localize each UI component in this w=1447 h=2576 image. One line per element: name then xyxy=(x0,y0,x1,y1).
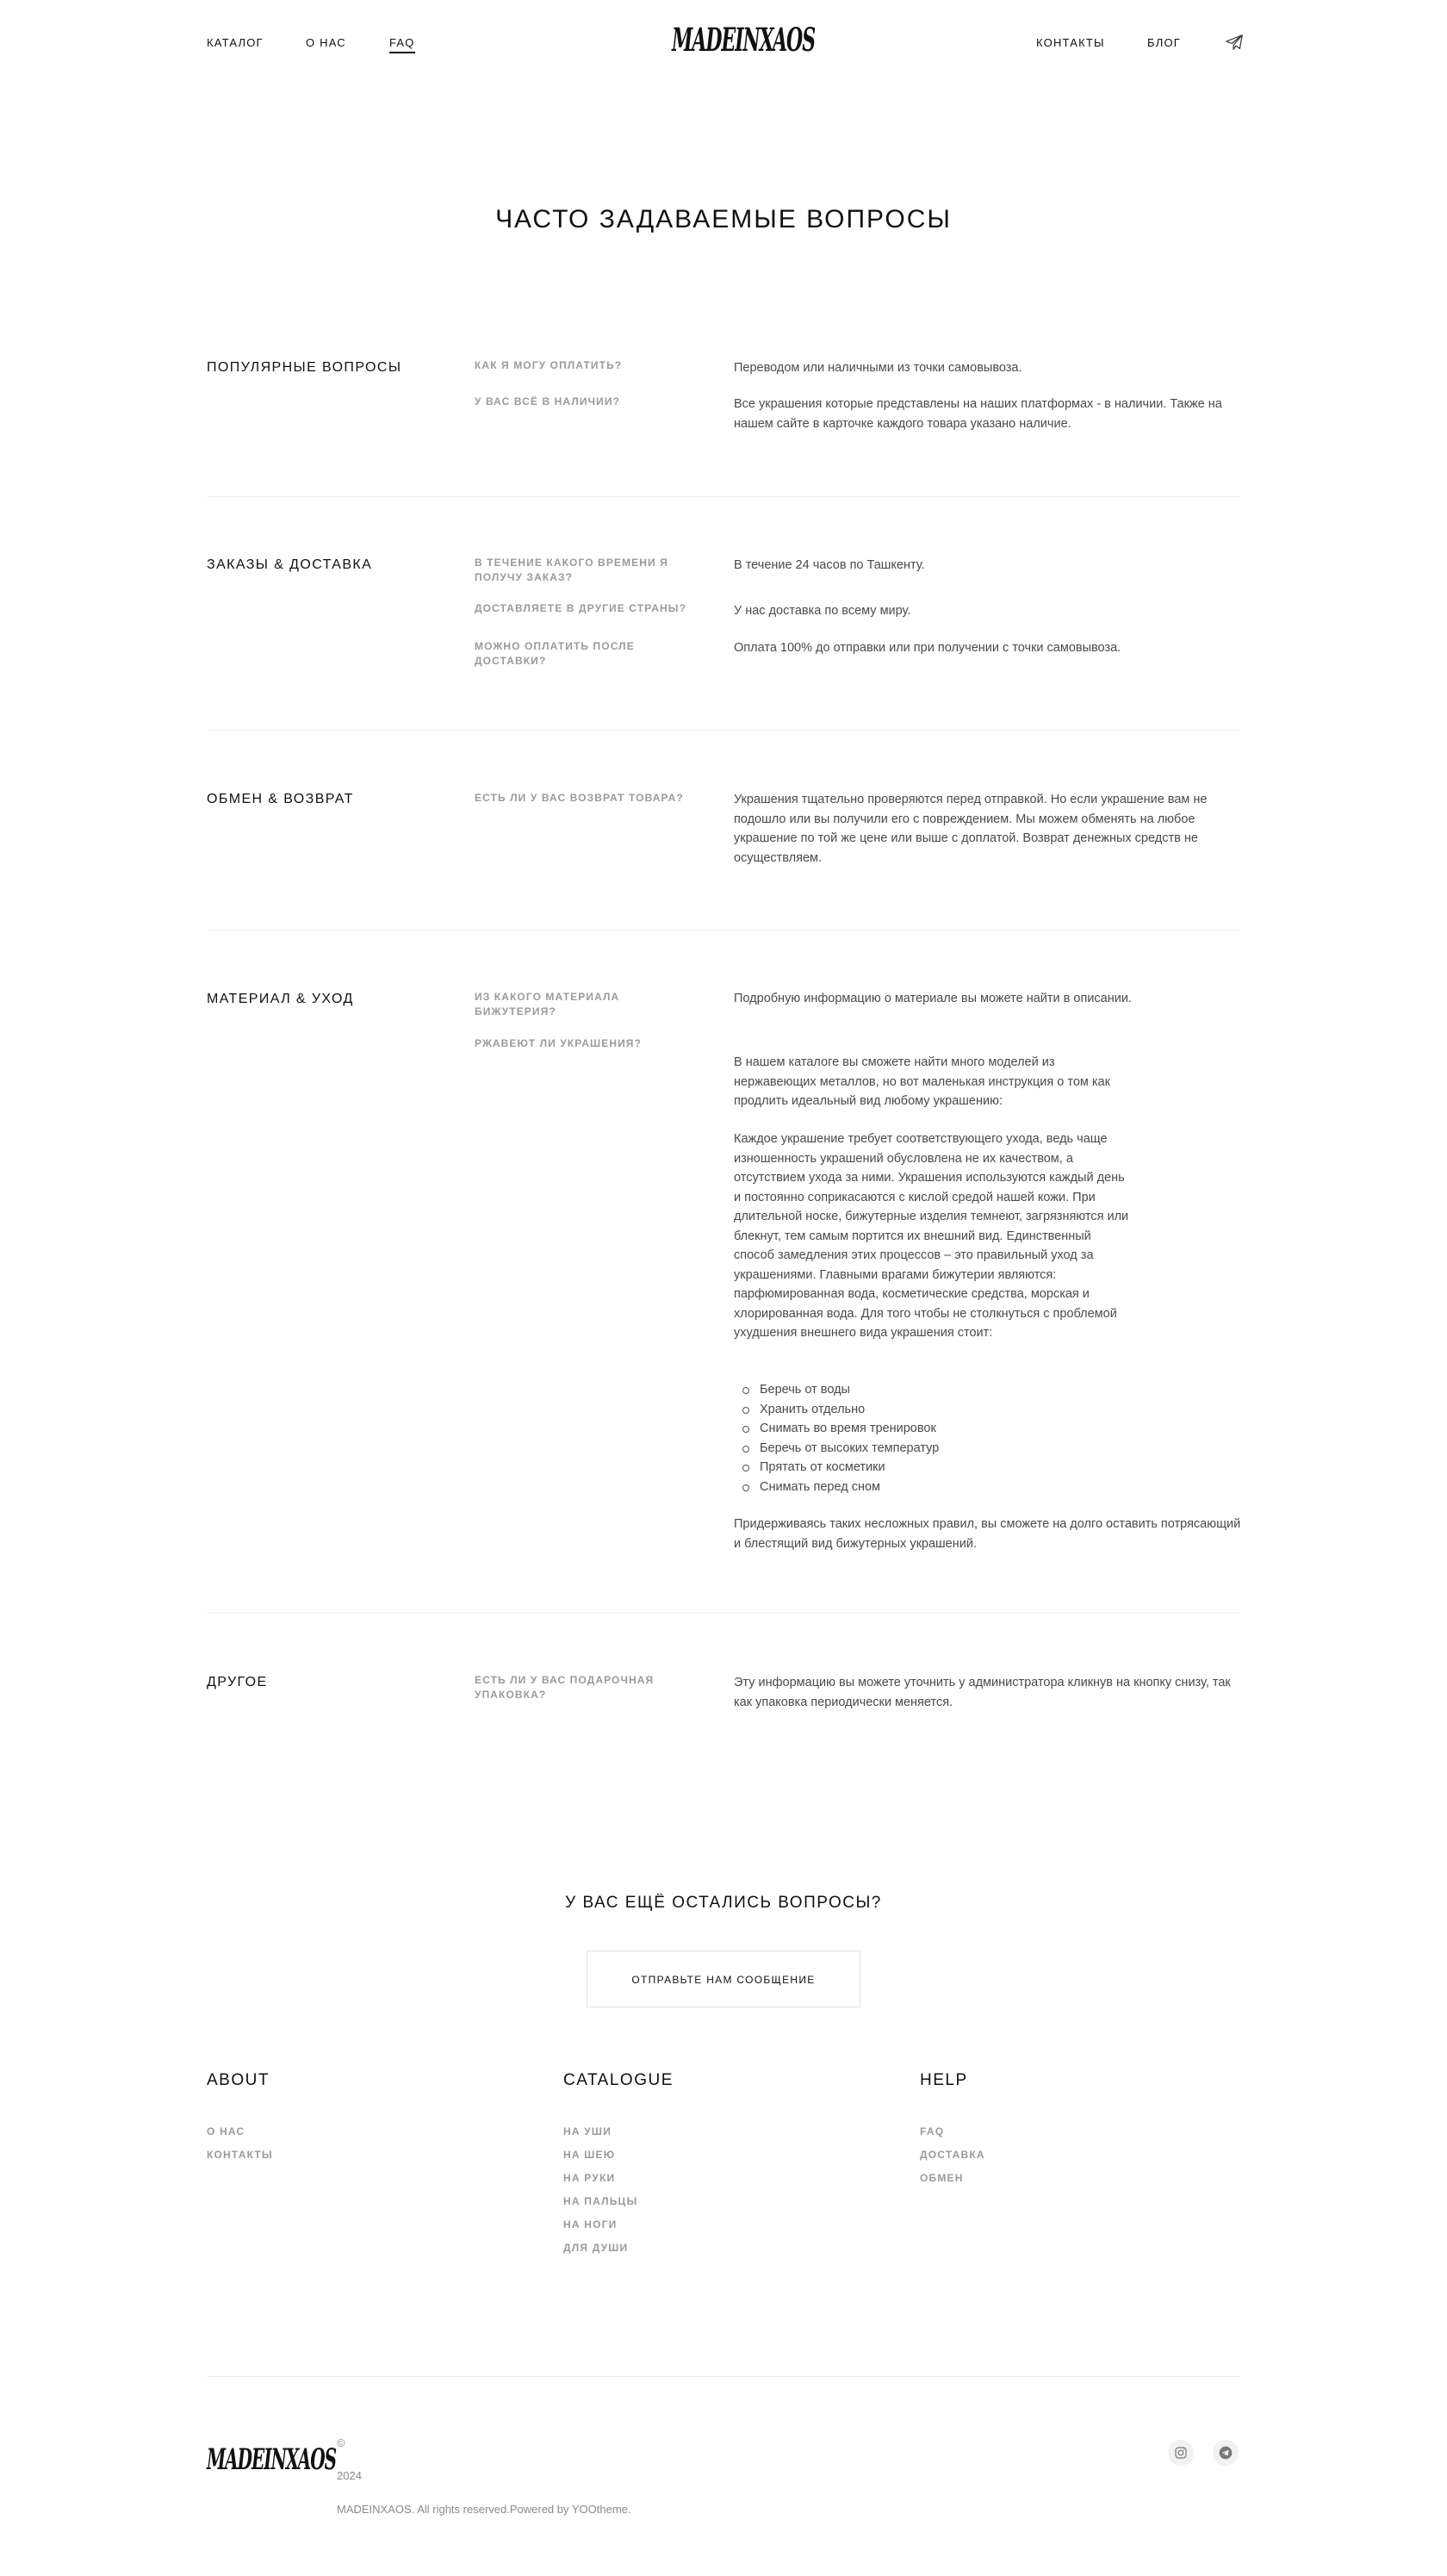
page-title: ЧАСТО ЗАДАВАЕМЫЕ ВОПРОСЫ xyxy=(495,205,952,233)
section-divider xyxy=(207,730,1240,731)
send-message-button[interactable]: ОТПРАВЬТЕ НАМ СООБЩЕНИЕ xyxy=(587,1951,860,2007)
section-care-title: МАТЕРИАЛ & УХОД xyxy=(207,992,354,1006)
answer-text: Подробную информацию о материале вы можете найти в описании. xyxy=(734,992,1132,1005)
footer-link-ears[interactable]: НА УШИ xyxy=(563,2125,612,2137)
footer-link-hands[interactable]: НА РУКИ xyxy=(563,2172,616,2184)
list-item: Хранить отдельно xyxy=(734,1400,939,1420)
answer-text: Украшения тщательно проверяются перед отправкой. Но если украшение вам не подошло или вы получили его с повреждением. Мы можем обменять на любое украшение по той же цене или выше с доплатой. Возврат денежных средств не осуществляем. xyxy=(734,793,1208,865)
care-tips-list xyxy=(734,1380,939,1496)
question-link[interactable]: РЖАВЕЮТ ЛИ УКРАШЕНИЯ? xyxy=(475,1037,642,1049)
list-item: Снимать перед сном xyxy=(734,1478,939,1497)
telegram-icon[interactable] xyxy=(1225,33,1244,56)
question-link[interactable]: ЕСТЬ ЛИ У ВАС ПОДАРОЧНАЯ УПАКОВКА? xyxy=(475,1674,655,1701)
section-orders-title: ЗАКАЗЫ & ДОСТАВКА xyxy=(207,557,373,572)
footer-help-title: HELP xyxy=(920,2071,968,2089)
instagram-icon[interactable] xyxy=(1168,2440,1194,2466)
nav-about[interactable]: О НАС xyxy=(306,36,346,49)
nav-catalog[interactable]: КАТАЛОГ xyxy=(207,36,264,49)
list-item: Прятать от косметики xyxy=(734,1458,939,1478)
question-link[interactable]: МОЖНО ОПЛАТИТЬ ПОСЛЕ ДОСТАВКИ? xyxy=(475,640,635,667)
footer-link-legs[interactable]: НА НОГИ xyxy=(563,2218,618,2231)
answer-text: Эту информацию вы можете уточнить у администратора кликнув на кнопку снизу, так как упаковка периодически меняется. xyxy=(734,1676,1231,1709)
section-popular-title: ПОПУЛЯРНЫЕ ВОПРОСЫ xyxy=(207,360,402,375)
section-returns-title: ОБМЕН & ВОЗВРАТ xyxy=(207,792,354,806)
footer-divider xyxy=(207,2376,1240,2377)
question-link[interactable]: У ВАС ВСЁ В НАЛИЧИИ? xyxy=(475,395,621,408)
list-item: Беречь от высоких температур xyxy=(734,1439,939,1459)
footer-catalogue-title: CATALOGUE xyxy=(563,2071,674,2089)
cta-title: У ВАС ЕЩЁ ОСТАЛИСЬ ВОПРОСЫ? xyxy=(565,1894,882,1912)
footer-about-title: ABOUT xyxy=(207,2071,270,2089)
footer-link-faq[interactable]: FAQ xyxy=(920,2125,945,2137)
question-link[interactable]: ДОСТАВЛЯЕТЕ В ДРУГИЕ СТРАНЫ? xyxy=(475,602,687,614)
header-logo[interactable]: MADEINXAOS xyxy=(672,21,816,60)
question-link[interactable]: КАК Я МОГУ ОПЛАТИТЬ? xyxy=(475,359,623,371)
footer-link-exchange[interactable]: ОБМЕН xyxy=(920,2172,964,2184)
nav-contacts[interactable]: КОНТАКТЫ xyxy=(1036,36,1105,49)
footer-link-contacts[interactable]: КОНТАКТЫ xyxy=(207,2149,273,2161)
list-item: Снимать во время тренировок xyxy=(734,1419,939,1439)
telegram-icon[interactable] xyxy=(1213,2440,1239,2466)
nav-faq[interactable]: FAQ xyxy=(389,36,415,53)
footer-logo[interactable]: MADEINXAOS xyxy=(207,2441,337,2477)
section-divider xyxy=(207,1612,1240,1613)
answer-text: Придерживаясь таких несложных правил, вы сможете на долго оставить потрясающий и блестящий вид бижутерных украшений. xyxy=(734,1517,1241,1551)
answer-text: Все украшения которые представлены на наших платформах - в наличии. Также на нашем сайте в карточке каждого товара указано наличие. xyxy=(734,397,1222,431)
answer-text: В нашем каталоге вы сможете найти много моделей из нержавеющих металлов, но вот маленькая инструкция о том как продлить идеальный вид любому украшению: xyxy=(734,1055,1110,1108)
footer-link-delivery[interactable]: ДОСТАВКА xyxy=(920,2149,985,2161)
section-other-title: ДРУГОЕ xyxy=(207,1675,268,1689)
question-link[interactable]: ЕСТЬ ЛИ У ВАС ВОЗВРАТ ТОВАРА? xyxy=(475,792,684,804)
footer-link-soul[interactable]: ДЛЯ ДУШИ xyxy=(563,2242,629,2254)
nav-blog[interactable]: БЛОГ xyxy=(1147,36,1182,49)
question-link[interactable]: В ТЕЧЕНИЕ КАКОГО ВРЕМЕНИ Я ПОЛУЧУ ЗАКАЗ? xyxy=(475,557,668,583)
answer-text: Оплата 100% до отправки или при получении с точки самовывоза. xyxy=(734,641,1121,655)
footer-link-neck[interactable]: НА ШЕЮ xyxy=(563,2149,616,2161)
section-divider xyxy=(207,496,1240,497)
copyright-text: MADEINXAOS. All rights reserved.Powered by YOOtheme. xyxy=(337,2503,631,2516)
footer-link-fingers[interactable]: НА ПАЛЬЦЫ xyxy=(563,2195,638,2207)
question-link[interactable]: ИЗ КАКОГО МАТЕРИАЛА БИЖУТЕРИЯ? xyxy=(475,991,620,1017)
answer-text: В течение 24 часов по Ташкенту. xyxy=(734,558,925,572)
answer-text: Каждое украшение требует соответствующего ухода, ведь чаще изношенность украшений обусловлена не их качеством, а отсутствием ухода за ними. Украшения используются каждый день и постоянно соприкасаются с кислой средой нашей кожи. При длительной носке, бижутерные изделия темнеют, загрязняются или блекнут, тем самым портится их внешний вид. Единственный способ замедления этих процессов – это правильный уход за украшениями. Главными врагами бижутерии являются: парфюмированная вода, косметические средства, морская и хлорированная вода. Для того чтобы не столкнуться с проблемой ухудшения внешнего вида украшения стоит: xyxy=(734,1132,1129,1340)
copyright-year: 2024 xyxy=(337,2469,362,2482)
footer-link-about[interactable]: О НАС xyxy=(207,2125,245,2137)
copyright-symbol: © xyxy=(337,2436,345,2449)
answer-text: У нас доставка по всему миру. xyxy=(734,604,911,618)
list-item: Беречь от воды xyxy=(734,1380,939,1400)
answer-text: Переводом или наличными из точки самовывоза. xyxy=(734,361,1022,375)
